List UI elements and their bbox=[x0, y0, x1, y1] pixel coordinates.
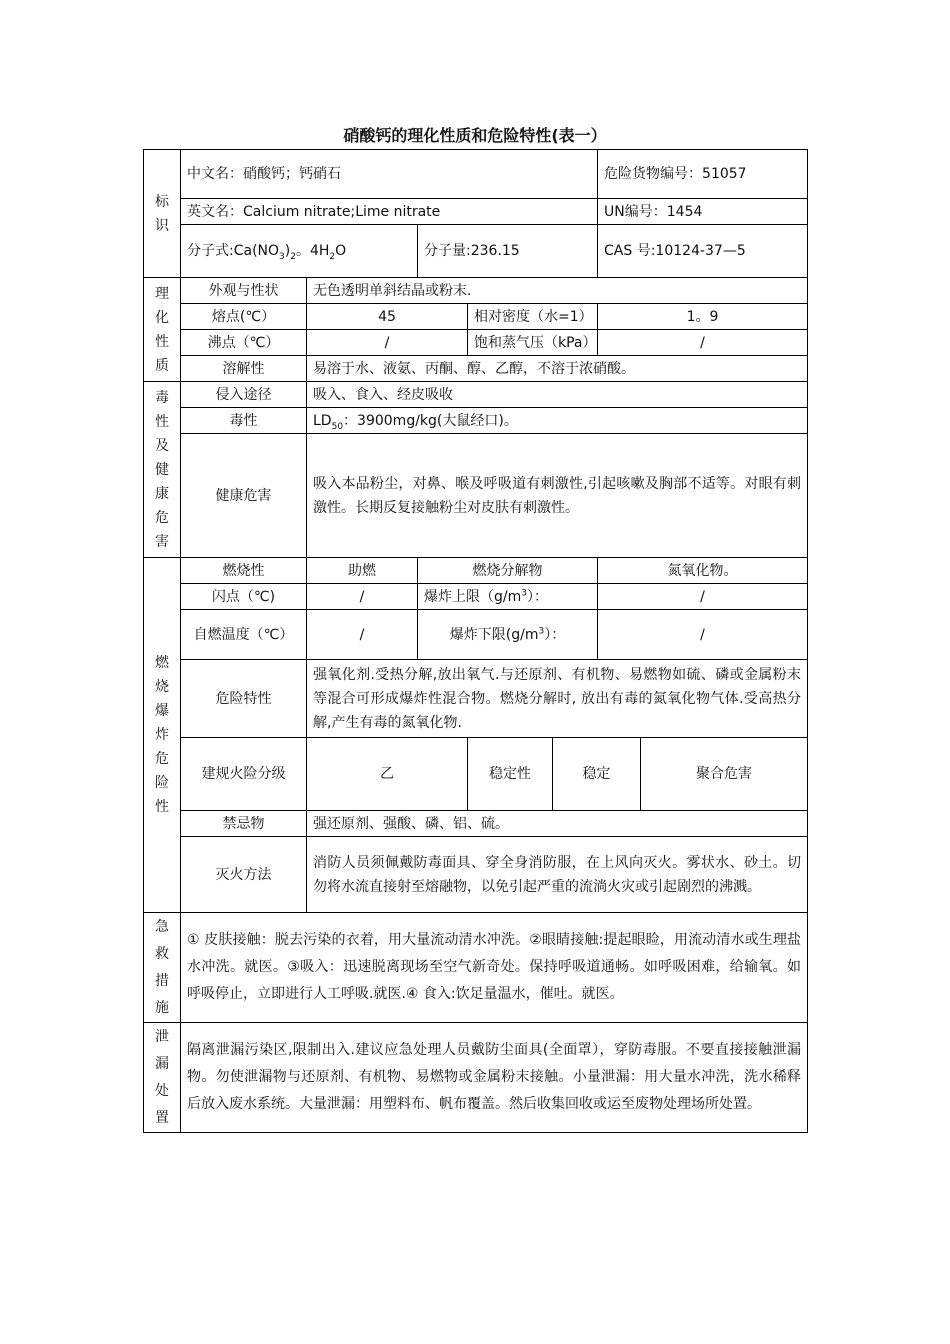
section-header-toxicity: 毒性及健康危害 bbox=[144, 382, 181, 558]
un-number: UN编号：1454 bbox=[598, 199, 808, 225]
health-hazard-label: 健康危害 bbox=[181, 434, 307, 558]
stability-label: 稳定性 bbox=[468, 738, 553, 811]
extinguishing-label: 灭火方法 bbox=[181, 837, 307, 913]
leak-disposal-value: 隔离泄漏污染区,限制出入.建议应急处理人员戴防尘面具(全面罩），穿防毒服。不要直接接触泄漏物。勿使泄漏物与还原剂、有机物、易燃物或金属粉末接触。小量泄漏：用大量水冲洗，洗水稀释后放入废水系统。大量泄漏：用塑料布、帆布覆盖。然后收集回收或运至废物处理场所处置。 bbox=[181, 1023, 808, 1133]
section-header-fire: 燃烧爆炸危险性 bbox=[144, 558, 181, 913]
density-value: 1。9 bbox=[598, 304, 808, 330]
english-name: 英文名：Calcium nitrate;Lime nitrate bbox=[181, 199, 598, 225]
vapor-pressure-label: 饱和蒸气压（kPa） bbox=[468, 330, 598, 356]
route-label: 侵入途径 bbox=[181, 382, 307, 408]
melting-point-value: 45 bbox=[307, 304, 468, 330]
msds-table bbox=[143, 149, 808, 1133]
section-header-identification: 标识 bbox=[144, 150, 181, 278]
document-title: 硝酸钙的理化性质和危险特性(表一） bbox=[343, 126, 607, 145]
cas-number: CAS 号:10124-37—5 bbox=[598, 225, 808, 278]
chinese-name: 中文名：硝酸钙；钙硝石 bbox=[181, 150, 598, 199]
section-header-leak: 泄漏处置 bbox=[144, 1023, 181, 1133]
stability-value: 稳定 bbox=[553, 738, 641, 811]
hazard-goods-number: 危险货物编号：51057 bbox=[598, 150, 808, 199]
route-value: 吸入、食入、经皮吸收 bbox=[307, 382, 808, 408]
combustibility-label: 燃烧性 bbox=[181, 558, 307, 584]
flash-point-value: / bbox=[307, 584, 418, 610]
autoignition-value: / bbox=[307, 610, 418, 660]
toxicity-value: $LD_{50}$：3900mg/kg(大鼠经口)。 bbox=[307, 408, 808, 434]
decomposition-label: 燃烧分解物 bbox=[418, 558, 598, 584]
autoignition-label: 自燃温度（℃） bbox=[181, 610, 307, 660]
upper-explosion-limit-value: / bbox=[598, 584, 808, 610]
section-header-physchem: 理化性质 bbox=[144, 278, 181, 382]
hazard-characteristics-label: 危险特性 bbox=[181, 660, 307, 738]
extinguishing-value: 消防人员须佩戴防毒面具、穿全身消防服，在上风向灭火。雾状水、砂土。切勿将水流直接射至熔融物，以免引起严重的流淌火灾或引起剧烈的沸溅。 bbox=[307, 837, 808, 913]
density-label: 相对密度（水=1） bbox=[468, 304, 598, 330]
boiling-point-label: 沸点（℃） bbox=[181, 330, 307, 356]
health-hazard-value: 吸入本品粉尘，对鼻、喉及呼吸道有刺激性,引起咳嗽及胸部不适等。对眼有刺激性。长期反复接触粉尘对皮肤有刺激性。 bbox=[307, 434, 808, 558]
incompatibles-label: 禁忌物 bbox=[181, 811, 307, 837]
fire-class-label: 建规火险分级 bbox=[181, 738, 307, 811]
toxicity-label: 毒性 bbox=[181, 408, 307, 434]
hazard-characteristics-value: 强氧化剂.受热分解,放出氧气.与还原剂、有机物、易燃物如硫、磷或金属粉末等混合可形成爆炸性混合物。燃烧分解时, 放出有毒的氮氧化物气体.受高热分解,产生有毒的氮氧化物. bbox=[307, 660, 808, 738]
molecular-formula: 分子式$:Ca(NO_3)_2$。$4H_2O$ bbox=[181, 225, 418, 278]
appearance-value: 无色透明单斜结晶或粉末. bbox=[307, 278, 808, 304]
decomposition-value: 氮氧化物。 bbox=[598, 558, 808, 584]
flash-point-label: 闪点（℃) bbox=[181, 584, 307, 610]
molecular-weight: 分子量:236.15 bbox=[418, 225, 598, 278]
boiling-point-value: / bbox=[307, 330, 468, 356]
solubility-value: 易溶于水、液氨、丙酮、醇、乙醇，不溶于浓硝酸。 bbox=[307, 356, 808, 382]
solubility-label: 溶解性 bbox=[181, 356, 307, 382]
polymerization-label: 聚合危害 bbox=[641, 738, 808, 811]
lower-explosion-limit-value: / bbox=[598, 610, 808, 660]
vapor-pressure-value: / bbox=[598, 330, 808, 356]
combustibility-value: 助燃 bbox=[307, 558, 418, 584]
lower-explosion-limit-label: 爆炸下限$(g/m^3)$： bbox=[418, 610, 598, 660]
melting-point-label: 熔点(℃） bbox=[181, 304, 307, 330]
appearance-label: 外观与性状 bbox=[181, 278, 307, 304]
fire-class-value: 乙 bbox=[307, 738, 468, 811]
first-aid-value: ① 皮肤接触：脱去污染的衣着，用大量流动清水冲洗。②眼睛接触:提起眼睑，用流动清水或生理盐水冲洗。就医。③吸入：迅速脱离现场至空气新奇处。保持呼吸道通畅。如呼吸困难，给输氧。如呼吸停止，立即进行人工呼吸.就医.④ 食入:饮足量温水，催吐。就医。 bbox=[181, 913, 808, 1023]
incompatibles-value: 强还原剂、强酸、磷、铝、硫。 bbox=[307, 811, 808, 837]
section-header-first-aid: 急救措施 bbox=[144, 913, 181, 1023]
upper-explosion-limit-label: 爆炸上限$(g/m^3)$： bbox=[418, 584, 598, 610]
